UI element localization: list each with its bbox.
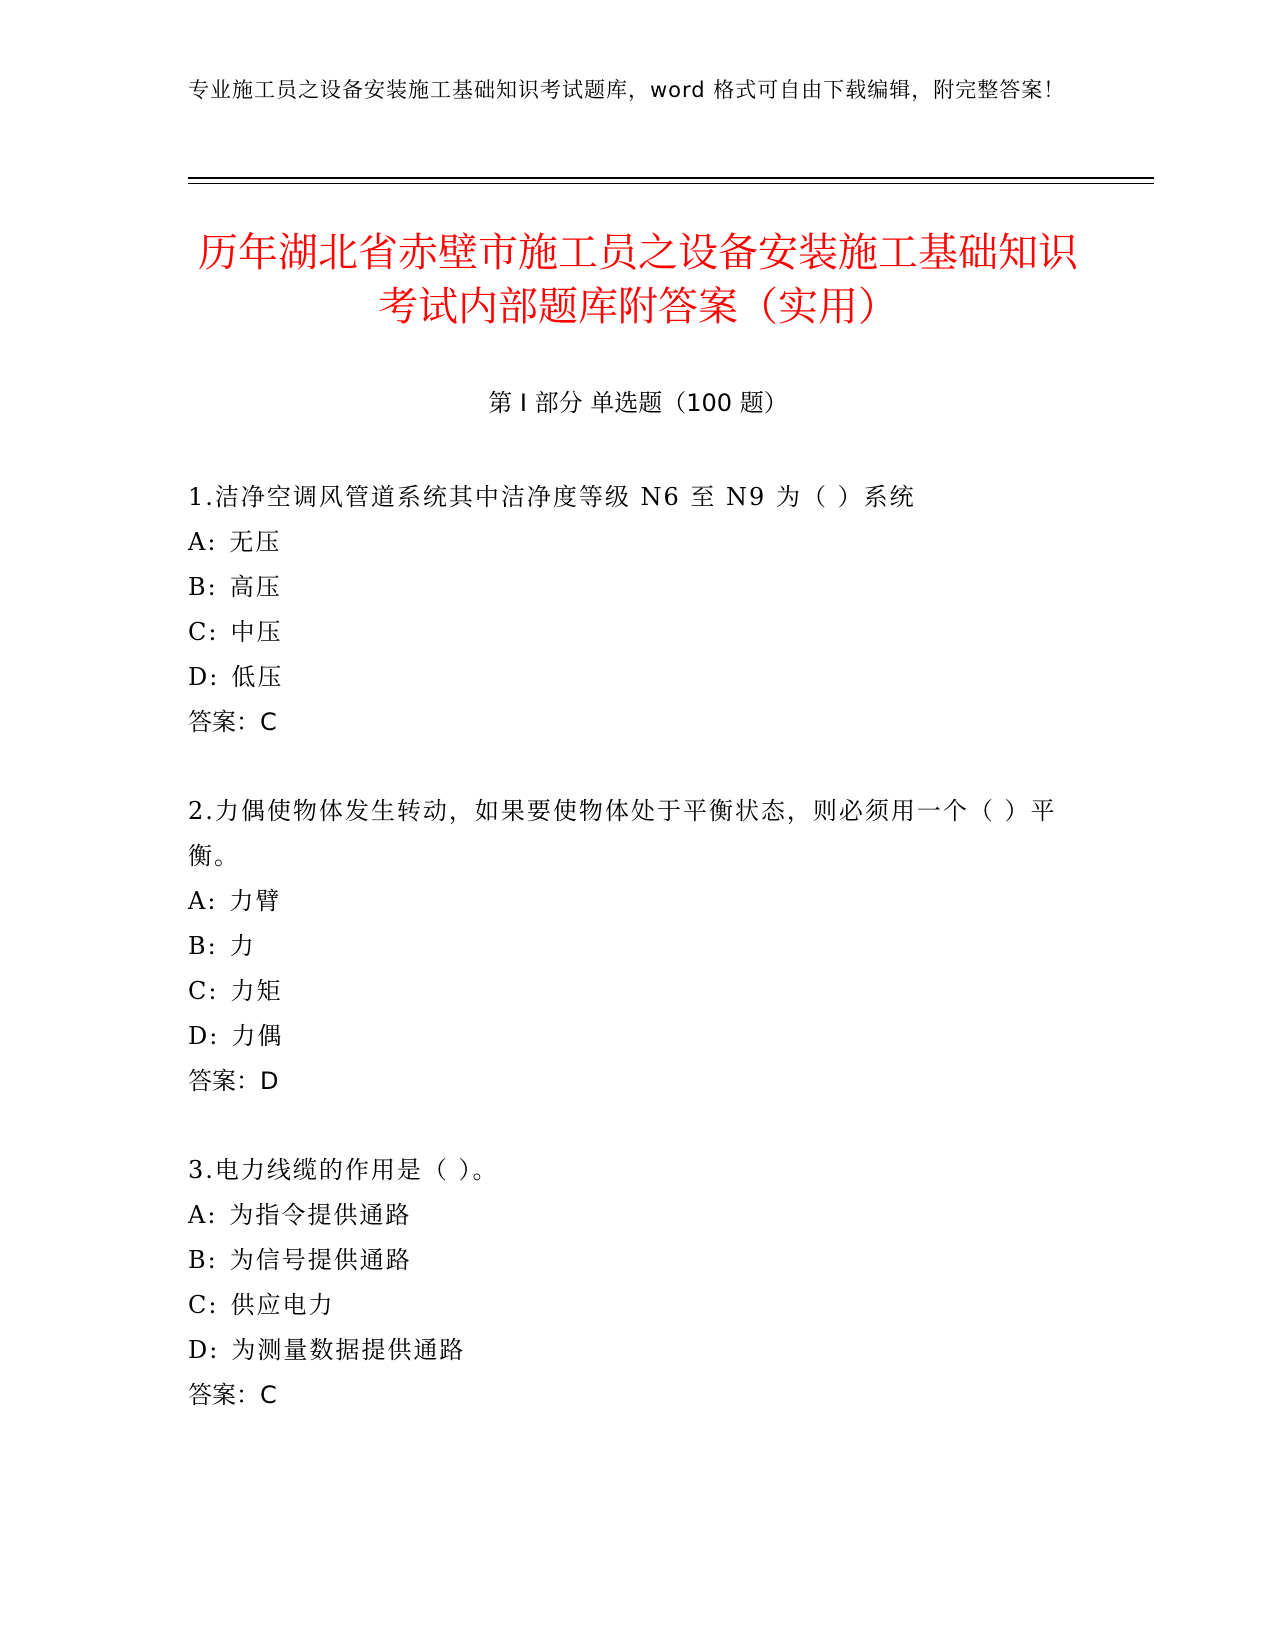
option-text: 为指令提供通路 (229, 1201, 412, 1229)
option-letter: C: (188, 1291, 219, 1319)
question-1 (188, 475, 1088, 745)
document-title: 历年湖北省赤壁市施工员之设备安装施工基础知识考试内部题库附答案（实用） (198, 230, 1078, 330)
option-letter: D: (188, 1022, 220, 1050)
option-letter: B: (188, 932, 218, 960)
option-text: 力 (229, 932, 256, 960)
option-text: 力臂 (229, 887, 282, 915)
answer: 答案：D (188, 1067, 279, 1095)
question-3 (188, 1148, 1088, 1418)
option-letter: C: (188, 618, 219, 646)
header-note: 专业施工员之设备安装施工基础知识考试题库，word 格式可自由下载编辑，附完整答案！ (188, 78, 1066, 102)
section-title: 第 I 部分 单选题（100 题） (488, 389, 788, 417)
header-rule-thin (188, 183, 1154, 184)
option-text: 力偶 (231, 1022, 284, 1050)
answer: 答案：C (188, 708, 277, 736)
question-list (188, 475, 1088, 1462)
option-b (188, 924, 1088, 969)
option-text: 无压 (229, 528, 282, 556)
option-b (188, 1238, 1088, 1283)
option-text: 供应电力 (230, 1291, 335, 1319)
question-stem: 3.电力线缆的作用是（ ）。 (188, 1156, 499, 1184)
option-text: 力矩 (230, 977, 283, 1005)
option-d (188, 655, 1088, 700)
option-a (188, 1193, 1088, 1238)
option-text: 为信号提供通路 (229, 1246, 412, 1274)
question-stem: 1.洁净空调风管道系统其中洁净度等级 N6 至 N9 为（ ）系统 (188, 483, 916, 511)
option-a (188, 879, 1088, 924)
option-letter: A: (188, 1201, 218, 1229)
option-letter: D: (188, 1336, 220, 1364)
option-letter: A: (188, 887, 218, 915)
option-text: 中压 (230, 618, 283, 646)
option-letter: B: (188, 1246, 218, 1274)
option-text: 为测量数据提供通路 (231, 1336, 466, 1364)
option-c (188, 610, 1088, 655)
option-c (188, 1283, 1088, 1328)
option-text: 高压 (229, 573, 282, 601)
header-rule-thick (188, 177, 1154, 179)
option-letter: A: (188, 528, 218, 556)
option-letter: D: (188, 663, 220, 691)
option-a (188, 520, 1088, 565)
question-stem: 2.力偶使物体发生转动，如果要使物体处于平衡状态，则必须用一个（ ）平衡。 (188, 797, 1057, 870)
option-d (188, 1328, 1088, 1373)
option-text: 低压 (231, 663, 284, 691)
option-b (188, 565, 1088, 610)
option-d (188, 1014, 1088, 1059)
option-letter: B: (188, 573, 218, 601)
question-2 (188, 789, 1088, 1104)
answer: 答案：C (188, 1381, 277, 1409)
option-c (188, 969, 1088, 1014)
option-letter: C: (188, 977, 219, 1005)
